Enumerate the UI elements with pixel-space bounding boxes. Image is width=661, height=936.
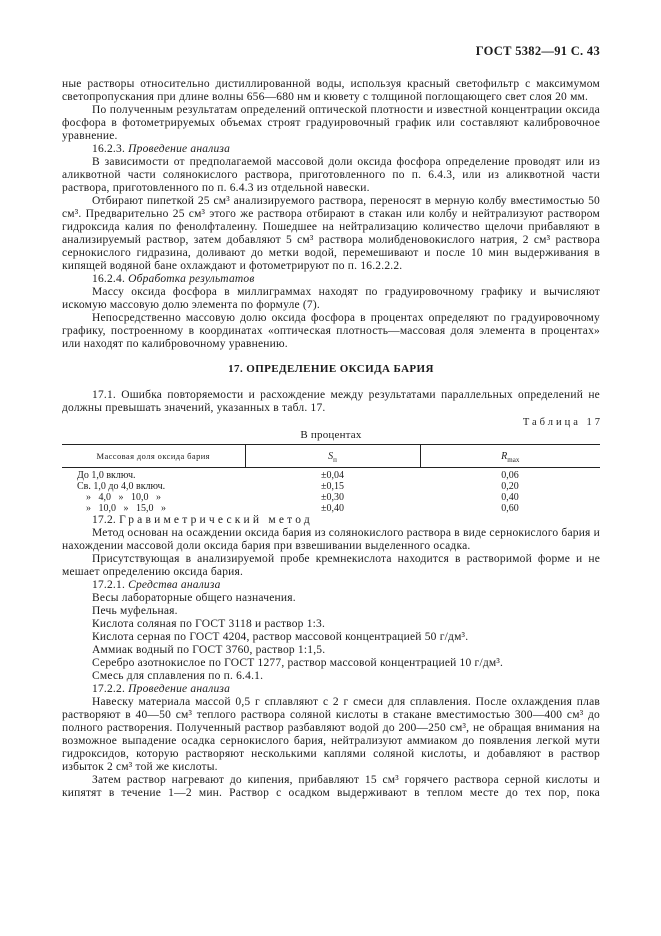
paragraph-continued: ные растворы относительно дистиллированной воды, используя красный светофильтр с максимумом светопропускания при длине волны 656—680 нм и кювету с толщиной поглощающего свет слоя 20 мм. (62, 77, 600, 103)
paragraph-mass-calc: Массу оксида фосфора в миллиграммах находят по градуировочному графику и вычисляют искомую массовую долю элемента по формуле (7). (62, 285, 600, 311)
cell-range: До 1,0 включ. (77, 470, 136, 481)
equipment-item: Кислота серная по ГОСТ 4204, раствор массовой концентрацией 50 г/дм³. (92, 631, 469, 643)
clause-number: 16.2.3. (92, 142, 126, 155)
cell-s: ±0,04 (321, 470, 344, 481)
paragraph-method: Метод основан на осаждении оксида бария из солянокислого раствора в виде сернокислого бария и нахождении массовой доли оксида бария при взвешивании выделенного осадка. (62, 527, 600, 552)
clause-16-2-4 (62, 273, 600, 286)
table-row (62, 481, 600, 492)
clause-title: Проведение анализа (128, 683, 231, 695)
equipment-item: Серебро азотнокислое по ГОСТ 1277, раствор массовой концентрацией 10 г/дм³. (92, 657, 504, 669)
table-header (62, 445, 600, 468)
cell-r: 0,06 (501, 470, 519, 481)
cell-r: 0,40 (501, 492, 519, 503)
equipment-item: Весы лабораторные общего назначения. (92, 592, 296, 604)
section-heading-17: 17. ОПРЕДЕЛЕНИЕ ОКСИДА БАРИЯ (228, 362, 434, 375)
equipment-item: Аммиак водный по ГОСТ 3760, раствор 1:1,5. (92, 644, 326, 656)
table-row (62, 468, 600, 482)
paragraph-aliquot: В зависимости от предполагаемой массовой доли оксида фосфора определение проводят или из аликвотной части солянокислого раствора, приготовленного по п. 6.4.3, или из аликвотной части раствора, приготовленного по п. 6.4.3 из отдельной навески. (62, 155, 600, 194)
clause-16-2-3 (62, 143, 600, 156)
paragraph-procedure: Отбирают пипеткой 25 см³ анализируемого раствора, переносят в мерную колбу вместимостью 50 см³. Предварительно 25 см³ этого же раствора отбирают в стакан или колбу и нейтрализуют раствором гидроксида калия по фенолфталеину. Пошедшее на нейтрализацию количество щелочи прибавляют в анализируемый раствор, затем добавляют 5 см³ раствора молибденовокислого натрия, 2 см³ раствора сернокислого гидразина, доливают до метки водой, перемешивают и после 10 мин выдерживания в кипящей водяной бане охлаждают и фотометрируют по п. 16.2.2.2. (62, 194, 600, 272)
clause-number: 17.2. (92, 514, 116, 526)
clause-17-2 (62, 514, 600, 527)
symbol-s: S (328, 450, 334, 462)
col-header-range: Массовая доля оксида бария (62, 445, 245, 468)
clause-title: Гравиметрический метод (119, 514, 313, 526)
subscript-r: max (507, 455, 520, 464)
table-units: В процентах (300, 428, 362, 441)
cell-r: 0,20 (501, 481, 519, 492)
table-row (62, 503, 600, 514)
subscript-s: п (333, 455, 337, 464)
cell-s: ±0,15 (321, 481, 344, 492)
running-title: ГОСТ 5382—91 С. 43 (475, 44, 600, 58)
paragraph-direct-determination: Непосредственно массовую долю оксида фосфора в процентах определяют по градуировочному графику, построенному в координатах «оптическая плотность—массовая доля элемента в процентах» или находят по калибровочному уравнению. (62, 311, 600, 350)
equipment-item: Смесь для сплавления по п. 6.4.1. (92, 670, 264, 682)
equipment-item: Кислота соляная по ГОСТ 3118 и раствор 1:3. (92, 618, 326, 630)
cell-r: 0,60 (501, 503, 519, 514)
paragraph-fusion: Навеску материала массой 0,5 г сплавляют с 2 г смеси для сплавления. После охлаждения плав растворяют в 40—50 см³ теплого раствора соляной кислоты в стакане вместимостью 300—400 см³ до полного растворения. Полученный раствор разбавляют водой до 200—250 см³, не обращая внимания на возможное выпадение осадка сернокислого бария, нейтрализуют аммиаком до появления легкой мути гидроксидов, которую растворяют несколькими каплями соляной кислоты, и добавляют в раствор избыток 2 см³ той же кислоты. (62, 696, 600, 773)
col-header-r (420, 445, 600, 468)
cell-range: » 4,0 » 10,0 » (86, 492, 161, 503)
paragraph-boiling: Затем раствор нагревают до кипения, прибавляют 15 см³ горячего раствора серной кислоты и кипятят в течение 1—2 мин. Раствор с осадком выдерживают в теплом месте до тех пор, пока (62, 774, 600, 799)
table-caption: Таблица 17 (522, 416, 603, 428)
clause-title: Средства анализа (128, 579, 221, 591)
clause-number: 16.2.4. (92, 272, 126, 285)
equipment-item: Печь муфельная. (92, 605, 178, 617)
paragraph-silica: Присутствующая в анализируемой пробе кремнекислота находится в растворимой форме и не мешает определению оксида бария. (62, 553, 600, 578)
table-17 (62, 444, 600, 514)
clause-17-2-1 (62, 579, 600, 592)
paragraph-17-1: 17.1. Ошибка повторяемости и расхождение между результатами параллельных определений не должны превышать значений, указанных в табл. 17. (62, 388, 600, 414)
symbol-r: R (501, 450, 508, 462)
table-body (62, 468, 600, 515)
paragraph-calibration: По полученным результатам определений оптической плотности и известной концентрации оксида фосфора в фотометрируемых объемах строят градуировочный график или составляют калибровочное уравнение. (62, 103, 600, 142)
cell-range: Св. 1,0 до 4,0 включ. (77, 481, 166, 492)
cell-s: ±0,40 (321, 503, 344, 514)
clause-number: 17.2.1. (92, 579, 126, 591)
table-header-row (62, 445, 600, 468)
clause-number: 17.2.2. (92, 683, 126, 695)
clause-title: Проведение анализа (128, 142, 231, 155)
cell-s: ±0,30 (321, 492, 344, 503)
clause-title: Обработка результатов (128, 272, 255, 285)
table-row (62, 492, 600, 503)
page-body (62, 77, 603, 801)
col-header-s (245, 445, 420, 468)
cell-range: » 10,0 » 15,0 » (86, 503, 166, 514)
clause-17-2-2 (62, 683, 600, 696)
